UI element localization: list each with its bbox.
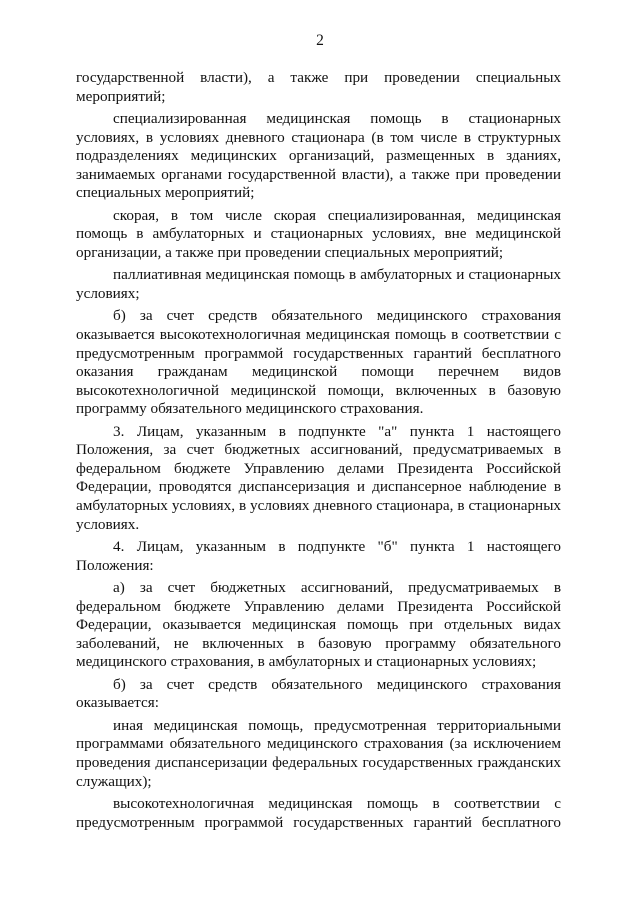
- paragraph-clause-4: 4. Лицам, указанным в подпункте "б" пункта 1 настоящего Положения:: [76, 538, 561, 574]
- paragraph-specialized-care: специализированная медицинская помощь в стационарных условиях, в условиях дневного стационара (в том числе в структурных подразделениях медицинских организаций, размещенных в зданиях, занимаемых органами государственной власти), а также при проведении специальных мероприятий;: [76, 109, 561, 202]
- paragraph-clause-4-b: б) за счет средств обязательного медицинского страхования оказывается:: [76, 675, 561, 712]
- paragraph-palliative-care: паллиативная медицинская помощь в амбулаторных и стационарных условиях;: [76, 266, 561, 302]
- paragraph-emergency-care: скорая, в том числе скорая специализированная, медицинская помощь в амбулаторных и стационарных условиях, вне медицинской организации, а также при проведении специальных мероприятий;: [76, 206, 561, 261]
- page-number: 2: [316, 32, 324, 49]
- paragraph-other-care: иная медицинская помощь, предусмотренная территориальными программами обязательного медицинского страхования (за исключением проведения диспансеризации федеральных государственных гражданских служащих);: [76, 716, 561, 790]
- paragraph-clause-3: 3. Лицам, указанным в подпункте "а" пункта 1 настоящего Положения, за счет бюджетных ассигнований, предусматриваемых в федеральном бюджете Управлению делами Президента Российской Федерации, проводятся диспансеризация и диспансерное наблюдение в амбулаторных условиях, в условиях дневного стационара, в стационарных условиях.: [76, 422, 561, 533]
- paragraph-clause-4-a: а) за счет бюджетных ассигнований, предусматриваемых в федеральном бюджете Управлению делами Президента Российской Федерации, оказывается медицинская помощь при отдельных видах заболеваний, не включенных в базовую программу обязательного медицинского страхования, в амбулаторных и стационарных условиях;: [76, 579, 561, 671]
- paragraph-high-tech-care: высокотехнологичная медицинская помощь в соответствии с предусмотренным программой государственных гарантий бесплатного: [76, 794, 561, 831]
- paragraph-item-b-oms: б) за счет средств обязательного медицинского страхования оказывается высокотехнологичная медицинская помощь в соответствии с предусмотренным программой государственных гарантий бесплатного оказания гражданам медицинской помощи перечнем видов высокотехнологичной медицинской помощи, включенных в базовую программу обязательного медицинского страхования.: [76, 307, 561, 418]
- document-body: [76, 69, 561, 836]
- paragraph-continuation: государственной власти), а также при проведении специальных мероприятий;: [76, 69, 561, 105]
